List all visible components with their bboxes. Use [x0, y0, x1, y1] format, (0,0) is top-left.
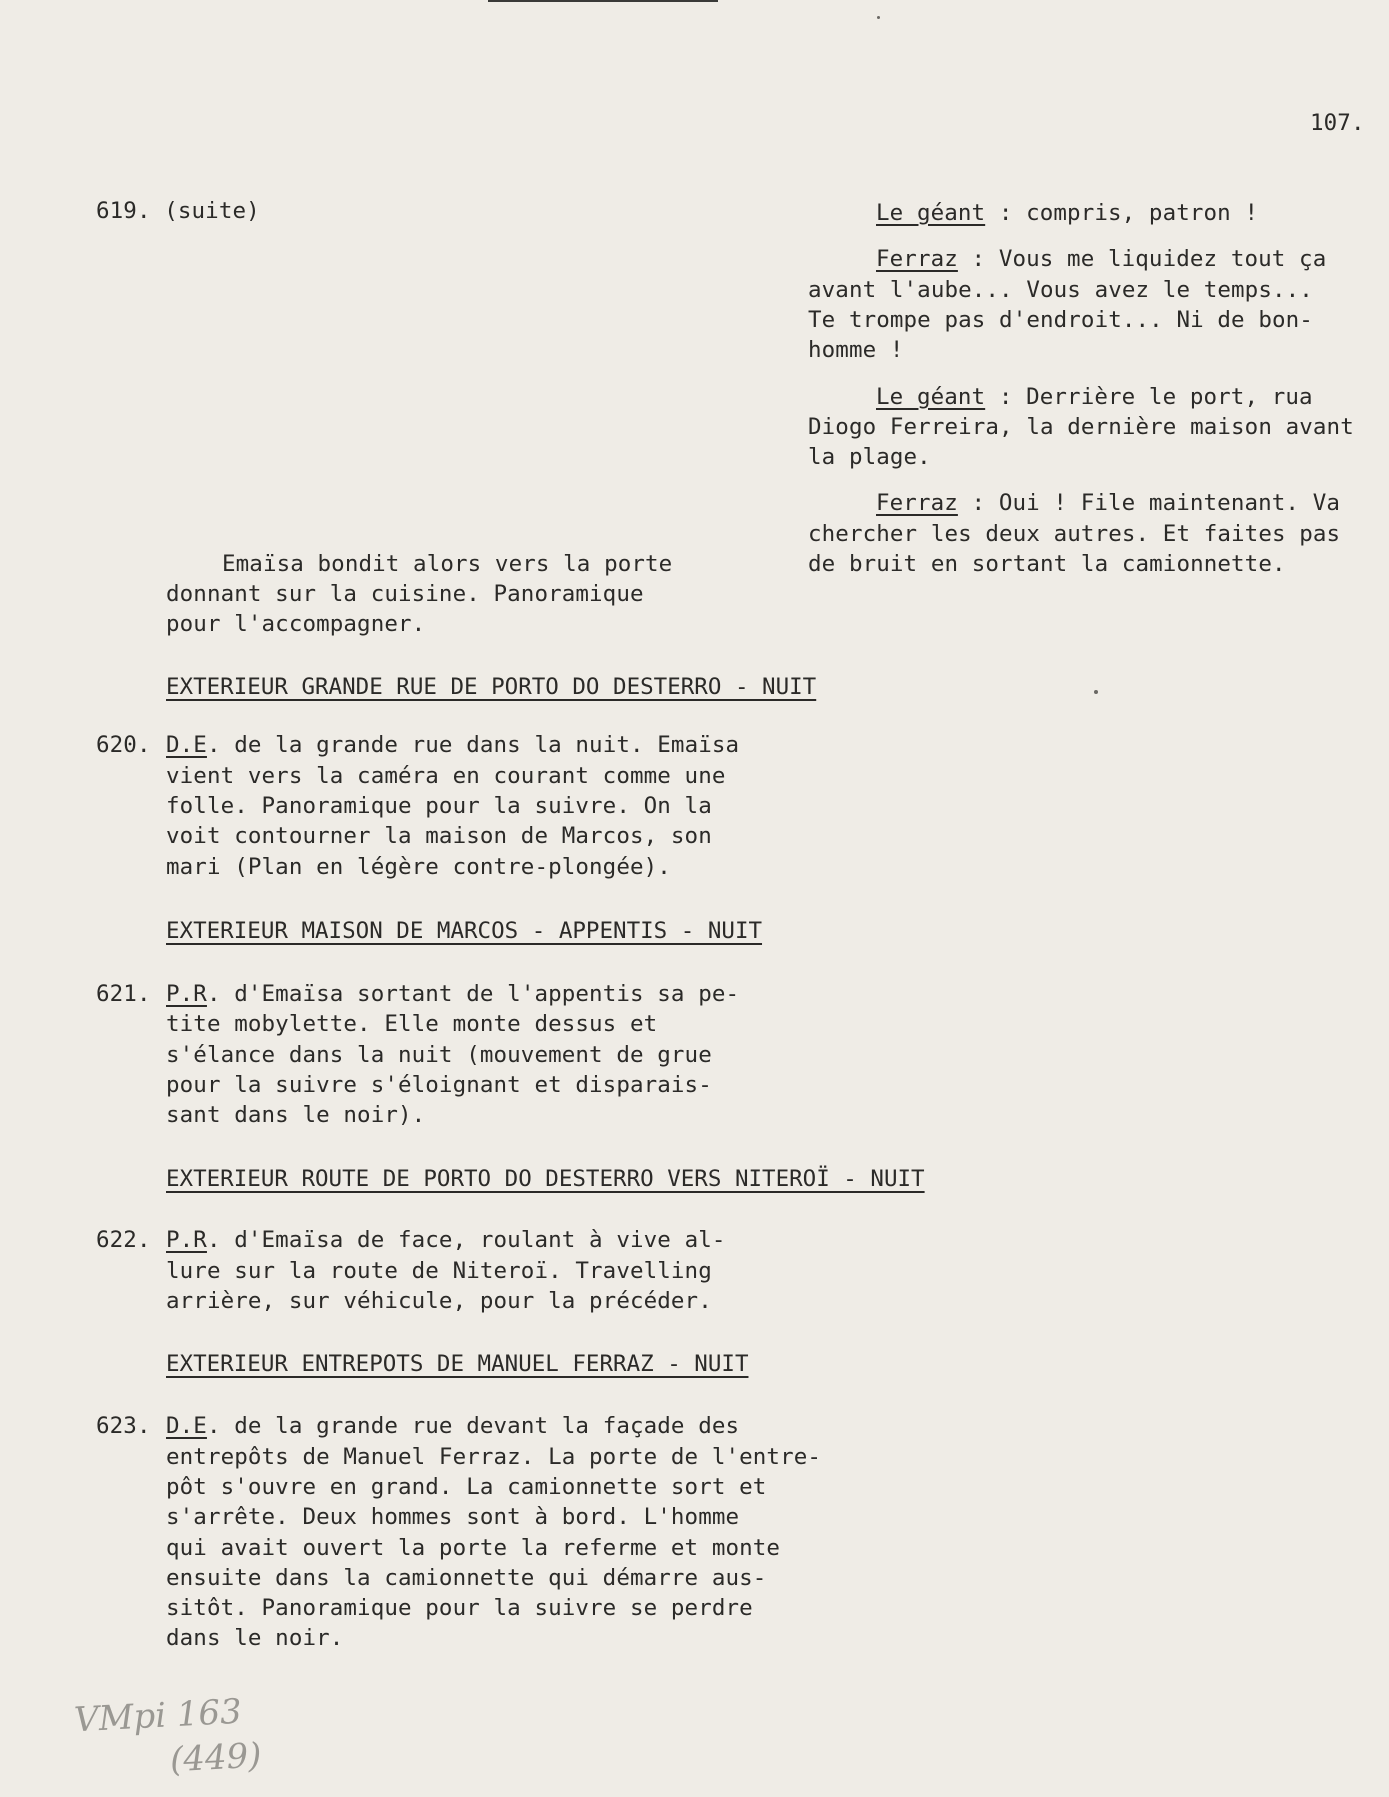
shot-text: lure sur la route de Niteroï. Travelling	[166, 1258, 712, 1284]
scene-heading: EXTERIEUR MAISON DE MARCOS - APPENTIS - NUIT	[166, 918, 763, 944]
shot-first-line	[166, 1225, 726, 1256]
speaker-name: Le géant	[876, 200, 986, 226]
shot-text: sant dans le noir).	[166, 1102, 426, 1128]
shot-first-line	[166, 979, 739, 1010]
shot-abbreviation: P.R	[166, 981, 207, 1007]
dialogue-line	[876, 244, 1326, 275]
shot-text: . d'Emaïsa de face, roulant à vive al-	[206, 1227, 726, 1253]
shot-text: tite mobylette. Elle monte dessus et	[166, 1011, 658, 1037]
dialogue-line	[876, 382, 1313, 413]
speaker-name: Le géant	[876, 384, 986, 410]
shot-text: pôt s'ouvre en grand. La camionnette sort et	[166, 1474, 767, 1500]
shot-text: pour la suivre s'éloignant et disparais-	[166, 1072, 712, 1098]
shot-text: mari (Plan en légère contre-plongée).	[166, 854, 671, 880]
shot-text: sitôt. Panoramique pour la suivre se perdre	[166, 1595, 753, 1621]
shot-text: . de la grande rue devant la façade des	[206, 1413, 740, 1439]
shot-text: voit contourner la maison de Marcos, son	[166, 823, 712, 849]
dialogue-text: homme !	[808, 337, 904, 363]
scene-heading: EXTERIEUR GRANDE RUE DE PORTO DO DESTERRO - NUIT	[166, 674, 817, 700]
shot-number: 621.	[96, 981, 151, 1007]
dialogue-text: : Oui ! File maintenant. Va	[957, 490, 1340, 516]
dialogue-line	[876, 198, 1258, 229]
action-text: donnant sur la cuisine. Panoramique	[166, 581, 644, 607]
shot-text: ensuite dans la camionnette qui démarre aus-	[166, 1565, 767, 1591]
dialogue-text: Te trompe pas d'endroit... Ni de bon-	[808, 307, 1313, 333]
scene-heading: EXTERIEUR ENTREPOTS DE MANUEL FERRAZ - NUIT	[166, 1351, 749, 1377]
speaker-name: Ferraz	[876, 490, 958, 516]
shot-text: . d'Emaïsa sortant de l'appentis sa pe-	[206, 981, 740, 1007]
shot-text: . de la grande rue dans la nuit. Emaïsa	[206, 732, 740, 758]
paper-speck	[877, 16, 880, 19]
action-text: Emaïsa bondit alors vers la porte	[222, 551, 673, 577]
action-text: pour l'accompagner.	[166, 611, 426, 637]
shot-text: vient vers la caméra en courant comme une	[166, 763, 726, 789]
shot-abbreviation: P.R	[166, 1227, 207, 1253]
shot-number: 622.	[96, 1227, 151, 1253]
page-number: 107.	[1310, 110, 1365, 136]
shot-number: 623.	[96, 1413, 151, 1439]
dialogue-line	[876, 488, 1340, 519]
pencil-archive-mark: VMpi 163	[73, 1691, 243, 1741]
shot-first-line	[166, 730, 739, 761]
dialogue-text: : Vous me liquidez tout ça	[957, 246, 1327, 272]
dialogue-text: : compris, patron !	[985, 200, 1259, 226]
shot-first-line	[166, 1411, 739, 1442]
dialogue-text: : Derrière le port, rua	[985, 384, 1313, 410]
shot-text: entrepôts de Manuel Ferraz. La porte de l'entre-	[166, 1444, 822, 1470]
shot-text: arrière, sur véhicule, pour la précéder.	[166, 1288, 712, 1314]
speaker-name: Ferraz	[876, 246, 958, 272]
shot-text: s'arrête. Deux hommes sont à bord. L'homme	[166, 1504, 740, 1530]
shot-number: 620.	[96, 732, 151, 758]
shot-text: dans le noir.	[166, 1625, 344, 1651]
shot-619-label: 619. (suite)	[96, 198, 260, 224]
dialogue-text: avant l'aube... Vous avez le temps...	[808, 277, 1313, 303]
dialogue-text: de bruit en sortant la camionnette.	[808, 551, 1286, 577]
pencil-archive-number: (449)	[169, 1735, 263, 1781]
shot-text: qui avait ouvert la porte la referme et monte	[166, 1535, 781, 1561]
dialogue-text: la plage.	[808, 444, 931, 470]
top-edge-line	[488, 0, 718, 2]
shot-abbreviation: D.E	[166, 732, 207, 758]
dialogue-text: Diogo Ferreira, la dernière maison avant	[808, 414, 1354, 440]
dialogue-text: chercher les deux autres. Et faites pas	[808, 521, 1341, 547]
paper-speck	[1094, 690, 1098, 694]
scene-heading: EXTERIEUR ROUTE DE PORTO DO DESTERRO VERS NITEROÏ - NUIT	[166, 1166, 925, 1192]
shot-text: s'élance dans la nuit (mouvement de grue	[166, 1042, 712, 1068]
shot-abbreviation: D.E	[166, 1413, 207, 1439]
shot-text: folle. Panoramique pour la suivre. On la	[166, 793, 712, 819]
